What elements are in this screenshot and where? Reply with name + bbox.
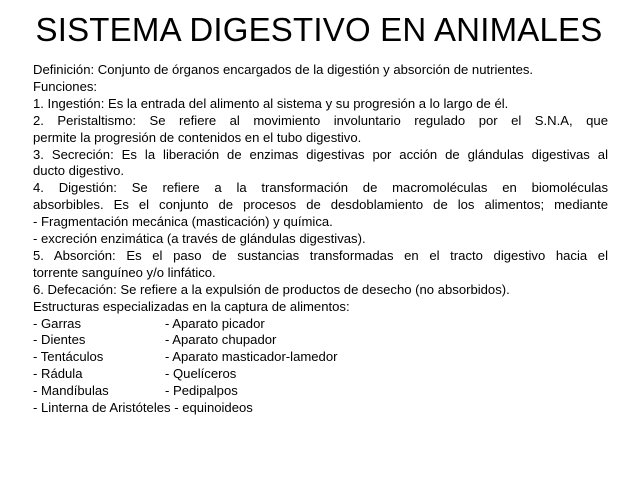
structure-row bbox=[33, 332, 608, 349]
structure-left: - Rádula bbox=[33, 366, 83, 382]
function-absorption-line-2: torrente sanguíneo y/o linfático. bbox=[33, 264, 216, 280]
slide-body bbox=[33, 62, 608, 417]
function-digestion-line-3: - Fragmentación mecánica (masticación) y química. bbox=[33, 214, 333, 230]
slide-title: SISTEMA DIGESTIVO EN ANIMALES bbox=[35, 11, 603, 48]
structure-right: - Aparato masticador-lamedor bbox=[165, 349, 338, 365]
function-peristalsis-line-1: 2. Peristaltismo: Se refiere al movimiento involuntario regulado por el S.N.A, que bbox=[33, 112, 608, 128]
function-digestion-line-1: 4. Digestión: Se refiere a la transformación de macromoléculas en biomoléculas bbox=[33, 180, 608, 196]
function-digestion-line-4: - excreción enzimática (a través de glándulas digestivas). bbox=[33, 231, 366, 246]
structure-last: - Linterna de Aristóteles - equinoideos bbox=[33, 399, 253, 415]
structure-row bbox=[33, 349, 608, 366]
function-secretion-line-1: 3. Secreción: Es la liberación de enzimas digestivas por acción de glándulas digestivas al bbox=[33, 146, 608, 162]
structure-left: - Mandíbulas bbox=[33, 383, 109, 399]
structure-right: - Aparato picador bbox=[165, 315, 265, 331]
structure-right: - Quelíceros bbox=[165, 366, 237, 382]
structure-left: - Dientes bbox=[33, 332, 86, 348]
function-peristalsis-line-2: permite la progresión de contenidos en el tubo digestivo. bbox=[33, 129, 362, 145]
definition-text: Definición: Conjunto de órganos encargados de la digestión y absorción de nutrientes. bbox=[33, 62, 534, 77]
structures-heading: Estructuras especializadas en la captura de alimentos: bbox=[33, 298, 350, 314]
function-digestion-line-2: absorbibles. Es el conjunto de procesos de desdoblamiento de los alimentos; mediante bbox=[33, 197, 608, 213]
structure-row bbox=[33, 366, 608, 383]
function-defecation: 6. Defecación: Se refiere a la expulsión de productos de desecho (no absorbidos). bbox=[33, 281, 510, 297]
function-ingestion: 1. Ingestión: Es la entrada del alimento al sistema y su progresión a lo largo de él. bbox=[33, 95, 509, 111]
structure-row bbox=[33, 316, 608, 333]
structure-right: - Pedipalpos bbox=[165, 383, 238, 399]
structure-right: - Aparato chupador bbox=[165, 332, 277, 348]
function-secretion-line-2: ducto digestivo. bbox=[33, 163, 124, 179]
structure-left: - Garras bbox=[33, 315, 82, 331]
function-absorption-line-1: 5. Absorción: Es el paso de sustancias transformadas en el tracto digestivo hacia el bbox=[33, 247, 608, 263]
structure-row bbox=[33, 383, 608, 400]
structure-left: - Tentáculos bbox=[33, 349, 104, 365]
functions-heading: Funciones: bbox=[33, 78, 98, 94]
